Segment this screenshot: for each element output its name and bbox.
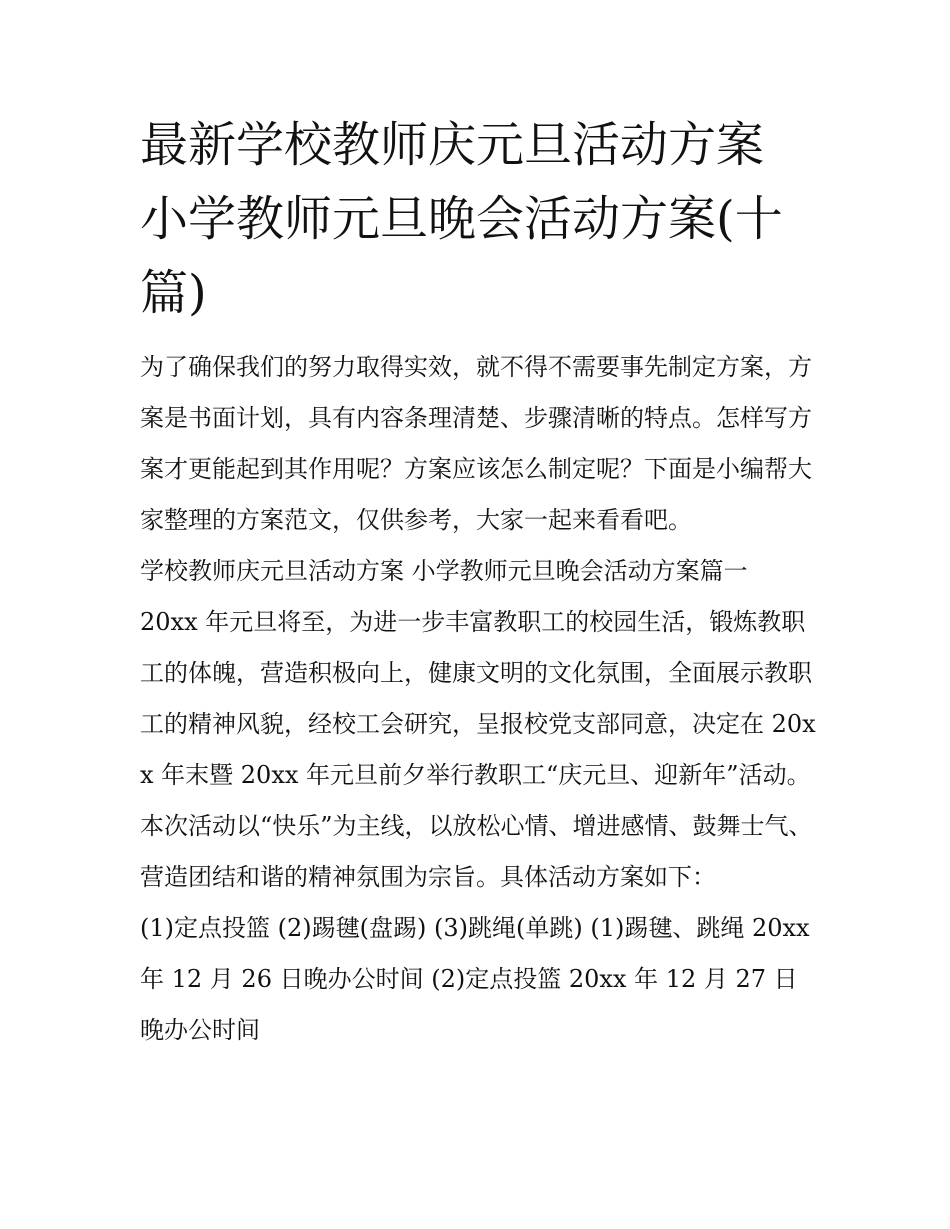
document-title: 最新学校教师庆元旦活动方案 小学教师元旦晚会活动方案(十篇) [140,117,783,321]
section-heading: 学校教师庆元旦活动方案 小学教师元旦晚会活动方案篇一 [140,557,748,585]
document-body [140,342,820,1056]
document-page [140,108,820,1056]
activity-schedule-paragraph: (1)定点投篮 (2)踢毽(盘踢) (3)跳绳(单跳) (1)踢毽、跳绳 20xx 年 12 月 26 日晚办公时间 (2)定点投篮 20xx 年 12 月 27 日晚办公时间 [140,914,810,1044]
activity-description-paragraph: 20xx 年元旦将至，为进一步丰富教职工的校园生活，锻炼教职工的体魄，营造积极向上，健康文明的文化氛围，全面展示教职工的精神风貌，经校工会研究，呈报校党支部同意，决定在 20xx 年末暨 20xx 年元旦前夕举行教职工“庆元旦、迎新年”活动。本次活动以“快乐”为主线，以放松心情、增进感情、鼓舞士气、营造团结和谐的精神氛围为宗旨。具体活动方案如下： [140,608,816,891]
intro-paragraph: 为了确保我们的努力取得实效，就不得不需要事先制定方案，方案是书面计划，具有内容条理清楚、步骤清晰的特点。怎样写方案才更能起到其作用呢？方案应该怎么制定呢？下面是小编帮大家整理的方案范文，仅供参考，大家一起来看看吧。 [140,353,812,534]
